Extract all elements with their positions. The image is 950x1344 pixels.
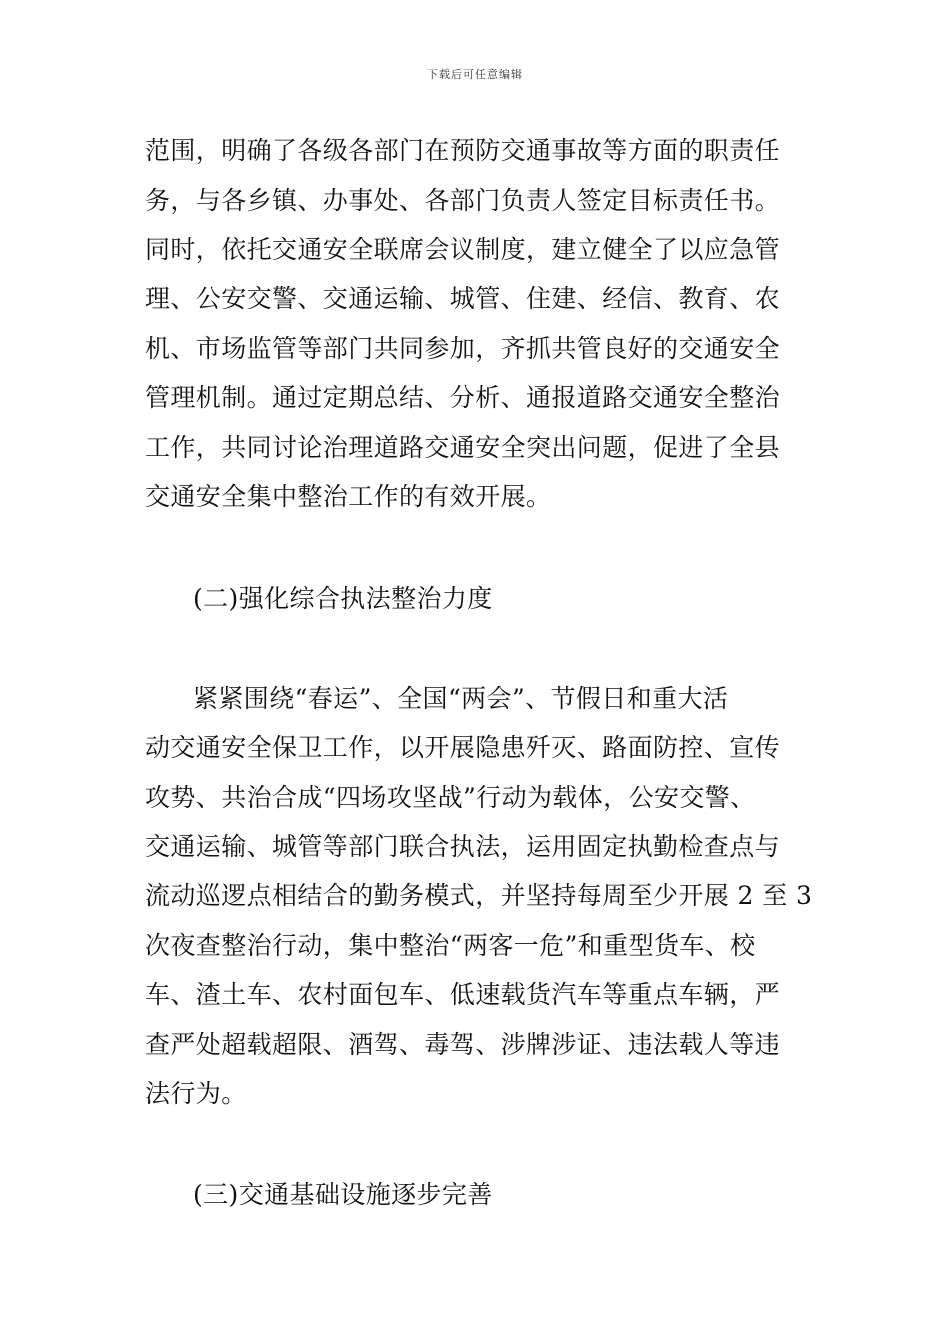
paragraph-line: 务，与各乡镇、办事处、各部门负责人签定目标责任书。	[145, 186, 781, 215]
paragraph-line: 紧紧围绕“春运”、全国“两会”、节假日和重大活	[193, 684, 729, 713]
paragraph-line: 法行为。	[145, 1079, 247, 1108]
paragraph-line: 同时，依托交通安全联席会议制度，建立健全了以应急管	[145, 235, 781, 264]
paragraph-line: 机、市场监管等部门共同参加，齐抓共管良好的交通安全	[145, 334, 781, 363]
paragraph-line: 动交通安全保卫工作，以开展隐患歼灭、路面防控、宣传	[145, 733, 781, 762]
paragraph-line: 流动巡逻点相结合的勤务模式，并坚持每周至少开展 2 至 3	[145, 881, 813, 910]
paragraph-line: 交通安全集中整治工作的有效开展。	[145, 482, 552, 511]
paragraph-line: 查严处超载超限、酒驾、毒驾、涉牌涉证、违法载人等违	[145, 1030, 781, 1059]
paragraph-line: 交通运输、城管等部门联合执法，运用固定执勤检查点与	[145, 832, 781, 861]
paragraph-line: 攻势、共治合成“四场攻坚战”行动为载体，公安交警、	[145, 783, 756, 812]
paragraph-line: 管理机制。通过定期总结、分析、通报道路交通安全整治	[145, 383, 781, 412]
paragraph-line: 工作，共同讨论治理道路交通安全突出问题，促进了全县	[145, 433, 781, 462]
section-heading: (二)强化综合执法整治力度	[193, 584, 493, 613]
paragraph-line: 次夜查整治行动，集中整治“两客一危”和重型货车、校	[145, 931, 756, 960]
paragraph-line: 理、公安交警、交通运输、城管、住建、经信、教育、农	[145, 284, 781, 313]
paragraph-line: 范围，明确了各级各部门在预防交通事故等方面的职责任	[145, 136, 781, 165]
paragraph-line: 车、渣土车、农村面包车、低速载货汽车等重点车辆，严	[145, 980, 781, 1009]
section-heading: (三)交通基础设施逐步完善	[193, 1180, 493, 1209]
page-header: 下载后可任意编辑	[427, 68, 523, 81]
